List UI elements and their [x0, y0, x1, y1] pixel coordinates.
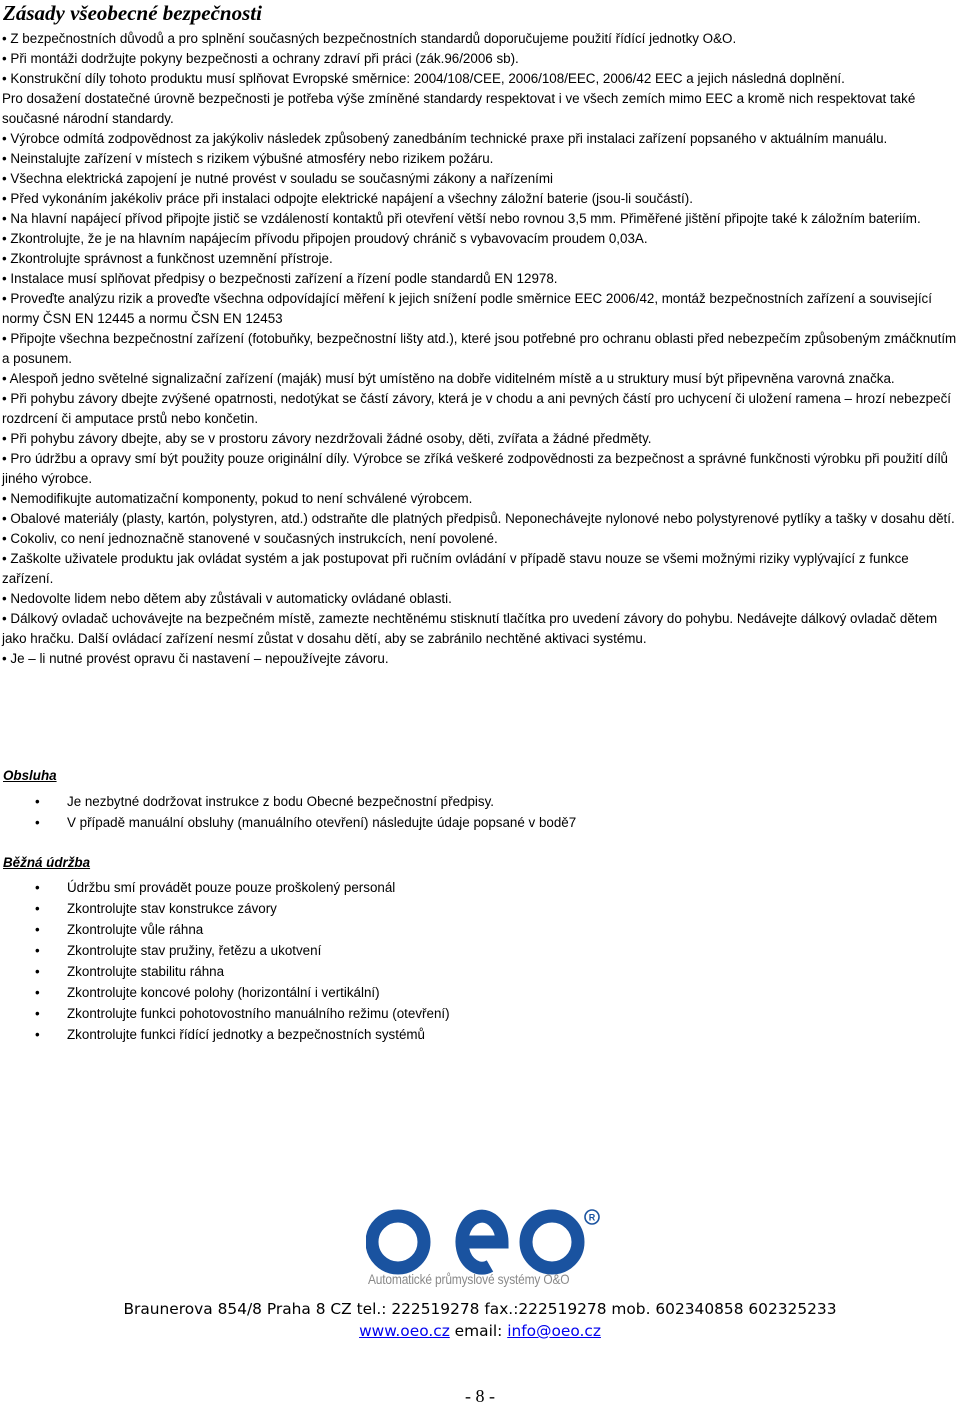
- safety-rule: • Instalace musí splňovat předpisy o bezpečnosti zařízení a řízení podle standardů EN 12978.: [2, 271, 558, 286]
- safety-rule: • Obalové materiály (plasty, kartón, polystyren, atd.) odstraňte dle platných předpisů. Neponechávejte nylonové nebo polystyrenové pytlíky a tašky v dosahu dětí.: [2, 511, 955, 526]
- email-label: email:: [449, 1322, 508, 1340]
- list-item: • Zkontrolujte vůle ráhna: [0, 919, 900, 940]
- list-item: • V případě manuální obsluhy (manuálního otevření) následujte údaje popsané v bodě7: [0, 812, 900, 833]
- safety-rule: • Před vykonáním jakékoliv práce při instalaci odpojte elektrické napájení a všechny záložní baterie (jsou-li součástí).: [2, 191, 693, 206]
- safety-rule: • Nemodifikujte automatizační komponenty, pokud to není schválené výrobcem.: [2, 491, 473, 506]
- safety-rule: • Při pohybu závory dbejte, aby se v prostoru závory nezdržovali žádné osoby, děti, zvířata a žádné předměty.: [2, 431, 652, 446]
- list-item: • Zkontrolujte funkci pohotovostního manuálního režimu (otevření): [0, 1003, 900, 1024]
- safety-rule: • Nedovolte lidem nebo dětem aby zůstávali v automaticky ovládané oblasti.: [2, 591, 452, 606]
- obsluha-heading: Obsluha: [3, 768, 57, 783]
- safety-rule: • Při montáži dodržujte pokyny bezpečnosti a ochrany zdraví při práci (zák.96/2006 sb).: [2, 51, 519, 66]
- safety-rule: • Pro údržbu a opravy smí být použity pouze originální díly. Výrobce se zříká veškeré zodpovědnosti za bezpečnost a správné funkčnosti výrobku při použití dílů jiného výrobce.: [2, 451, 948, 486]
- logo-tagline: Automatické průmyslové systémy O&O: [368, 1272, 570, 1287]
- safety-rule: • Zaškolte uživatele produktu jak ovládat systém a jak postupovat při ručním ovládání v případě stavu nouze se všemi možnými riziky vyplývající z funkce zařízení.: [2, 551, 909, 586]
- obsluha-list: [0, 791, 900, 833]
- list-item: • Je nezbytné dodržovat instrukce z bodu Obecné bezpečnostní předpisy.: [0, 791, 900, 812]
- safety-rule: • Všechna elektrická zapojení je nutné provést v souladu se současnými zákony a nařízeními: [2, 171, 554, 186]
- list-item: • Zkontrolujte stav pružiny, řetězu a ukotvení: [0, 940, 900, 961]
- list-item: • Zkontrolujte koncové polohy (horizontální i vertikální): [0, 982, 900, 1003]
- page-number: - 8 -: [465, 1386, 495, 1406]
- safety-rule: • Alespoň jedno světelné signalizační zařízení (maják) musí být umístěno na dobře viditelném místě a u struktury musí být připevněna varovná značka.: [2, 371, 895, 386]
- contact-address: Braunerova 854/8 Praha 8 CZ tel.: 222519278 fax.:222519278 mob. 602340858 602325233: [123, 1300, 837, 1318]
- safety-rule: • Zkontrolujte správnost a funkčnost uzemnění přístroje.: [2, 251, 333, 266]
- safety-rule: Pro dosažení dostatečné úrovně bezpečnosti je potřeba výše zmíněné standardy respektovat i ve všech zemích mimo EEC a kromě nich respektovat také současné národní standardy.: [2, 91, 916, 126]
- contact-web-email: [0, 1321, 960, 1341]
- safety-rules-list: [2, 29, 958, 669]
- list-item: • Údržbu smí provádět pouze pouze proškolený personál: [0, 877, 900, 898]
- safety-rule: • Dálkový ovladač uchovávejte na bezpečném místě, zamezte nechtěnému stisknutí tlačítka pro uvedení závory do pohybu. Nedávejte dálkový ovladač dětem jako hračku. Další ovládací zařízení nesmí zůstat v dosahu dětí, aby se zabránilo nechtěné aktivaci systému.: [2, 611, 938, 646]
- maintenance-list: [0, 877, 900, 1045]
- safety-rule: • Je – li nutné provést opravu či nastavení – nepoužívejte závoru.: [2, 651, 389, 666]
- maintenance-heading: Běžná údržba: [3, 855, 91, 870]
- safety-rule: • Neinstalujte zařízení v místech s rizikem výbušné atmosféry nebo rizikem požáru.: [2, 151, 494, 166]
- list-item: • Zkontrolujte stav konstrukce závory: [0, 898, 900, 919]
- list-item: • Zkontrolujte funkci řídící jednotky a bezpečnostních systémů: [0, 1024, 900, 1045]
- safety-rule: • Na hlavní napájecí přívod připojte jistič se vzdáleností kontaktů při otevření větší nebo rovnou 3,5 mm. Přiměřené jištění připojte také k záložním bateriím.: [2, 211, 921, 226]
- safety-rule: • Z bezpečnostních důvodů a pro splnění současných bezpečnostních standardů doporučujeme použití řídící jednotky O&O.: [2, 31, 737, 46]
- safety-rule: • Připojte všechna bezpečnostní zařízení (fotobuňky, bezpečnostní lišty atd.), které jsou potřebné pro ochranu oblasti před nebezpečím způsobeným zmáčknutím a posunem.: [2, 331, 957, 366]
- safety-rule: • Cokoliv, co není jednoznačně stanovené v současných instrukcích, není povolené.: [2, 531, 498, 546]
- safety-rule: • Výrobce odmítá zodpovědnost za jakýkoliv následek způsobený zanedbáním technické praxe při instalaci zařízení popsaného v aktuálním manuálu.: [2, 131, 888, 146]
- email-link[interactable]: info@oeo.cz: [507, 1322, 601, 1340]
- svg-text:R: R: [588, 1212, 596, 1223]
- safety-rule: • Zkontrolujte, že je na hlavním napájecím přívodu připojen proudový chránič s vybavovacím proudem 0,03A.: [2, 231, 648, 246]
- safety-rule: • Proveďte analýzu rizik a proveďte všechna odpovídající měření k jejich snížení podle směrnice EEC 2006/42, montáž bezpečnostních zařízení a související normy ČSN EN 12445 a normu ČSN EN 12453: [2, 291, 932, 326]
- list-item: • Zkontrolujte stabilitu ráhna: [0, 961, 900, 982]
- website-link[interactable]: www.oeo.cz: [359, 1322, 450, 1340]
- safety-rule: • Konstrukční díly tohoto produktu musí splňovat Evropské směrnice: 2004/108/CEE, 2006/108/EEC, 2006/42 EEC a jejich následná doplnění.: [2, 71, 845, 86]
- page-title: Zásady všeobecné bezpečnosti: [3, 1, 262, 25]
- safety-rule: • Při pohybu závory dbejte zvýšené opatrnosti, nedotýkat se částí závory, která je v chodu a ani pevných částí pro uchycení či uložení ramena – hrozí nebezpečí rozdrcení či amputace prstů nebo končetin.: [2, 391, 951, 426]
